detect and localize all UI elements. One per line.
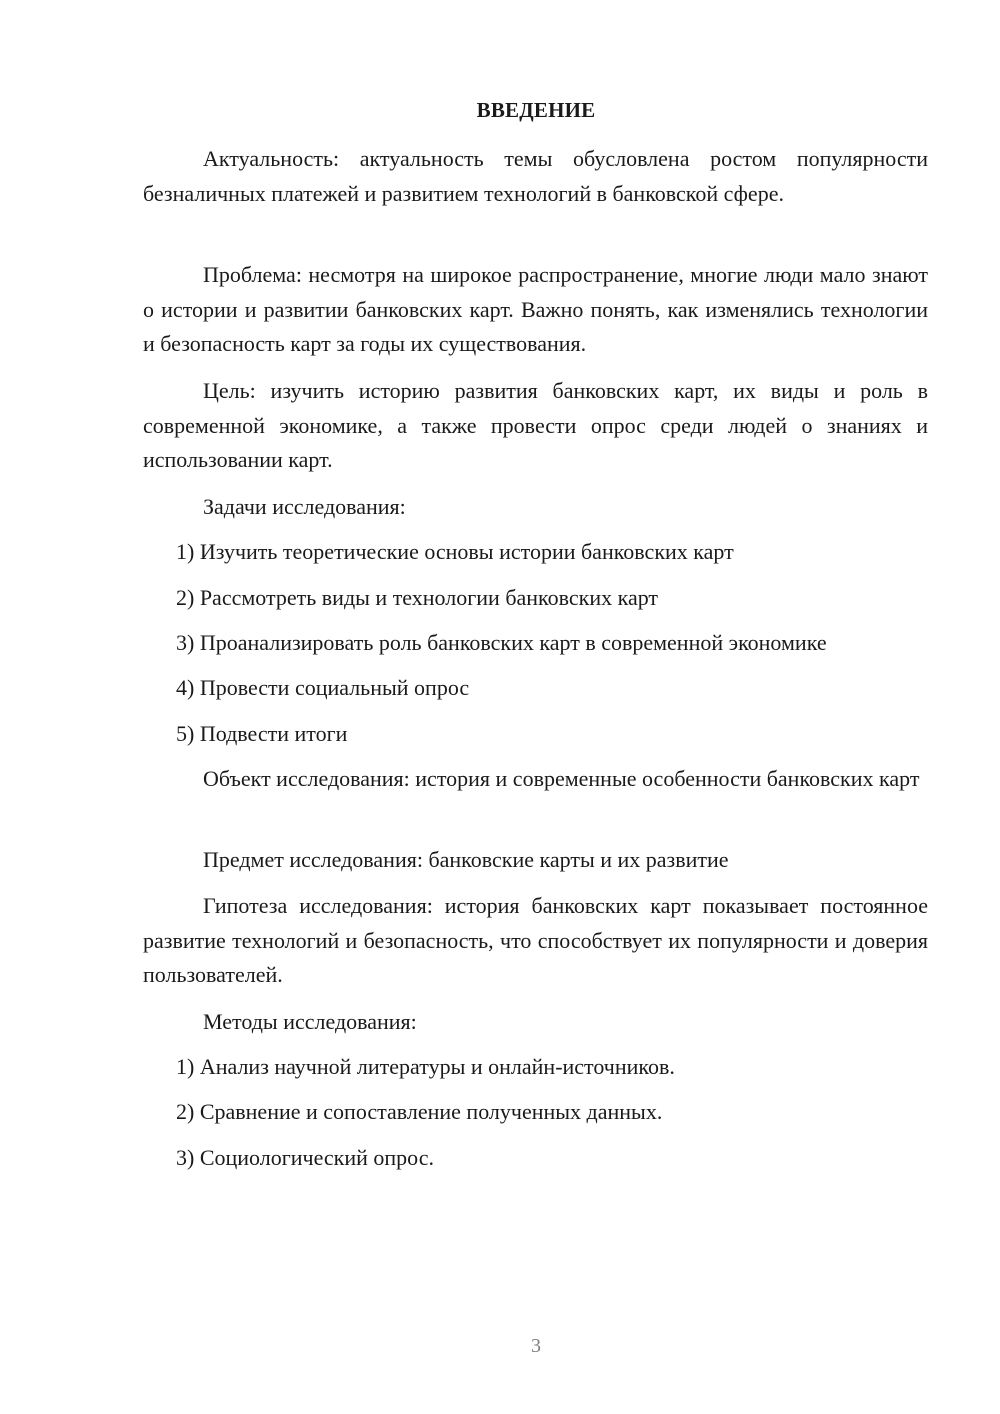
task-item: 4) Провести социальный опрос — [176, 675, 470, 700]
object-text: Объект исследования: история и современные особенности банковских карт — [203, 766, 920, 791]
goal-text: Цель: изучить историю развития банковских карт, их виды и роль в современной экономике, а также провести опрос среди людей о знаниях и использовании карт. — [143, 378, 928, 472]
page-title — [0, 96, 1000, 124]
subject-text: Предмет исследования: банковские карты и их развитие — [203, 847, 729, 872]
relevance-paragraph — [143, 142, 928, 211]
page-number: 3 — [531, 1335, 541, 1357]
task-item: 5) Подвести итоги — [176, 721, 348, 746]
tasks-heading: Задачи исследования: — [203, 494, 406, 519]
hypothesis-text: Гипотеза исследования: история банковских карт показывает постоянное развитие технологий и безопасность, что способствует их популярности и доверия пользователей. — [143, 893, 928, 987]
task-item: 1) Изучить теоретические основы истории банковских карт — [176, 539, 734, 564]
method-item: 2) Сравнение и сопоставление полученных данных. — [176, 1099, 663, 1124]
methods-heading: Методы исследования: — [203, 1009, 417, 1034]
method-item: 1) Анализ научной литературы и онлайн-источников. — [176, 1054, 675, 1079]
object-paragraph — [143, 762, 928, 797]
method-item: 3) Социологический опрос. — [176, 1145, 434, 1170]
hypothesis-paragraph — [143, 889, 928, 993]
task-item: 2) Рассмотреть виды и технологии банковских карт — [176, 585, 659, 610]
page-title-text: ВВЕДЕНИЕ — [476, 98, 596, 122]
task-item: 3) Проанализировать роль банковских карт в современной экономике — [176, 630, 827, 655]
goal-paragraph — [143, 374, 928, 478]
problem-text: Проблема: несмотря на широкое распространение, многие люди мало знают о истории и развитии банковских карт. Важно понять, как изменялись технологии и безопасность карт за годы их существования. — [143, 262, 928, 356]
relevance-text: Актуальность: актуальность темы обусловлена ростом популярности безналичных платежей и развитием технологий в банковской сфере. — [143, 146, 928, 206]
problem-paragraph — [143, 258, 928, 362]
